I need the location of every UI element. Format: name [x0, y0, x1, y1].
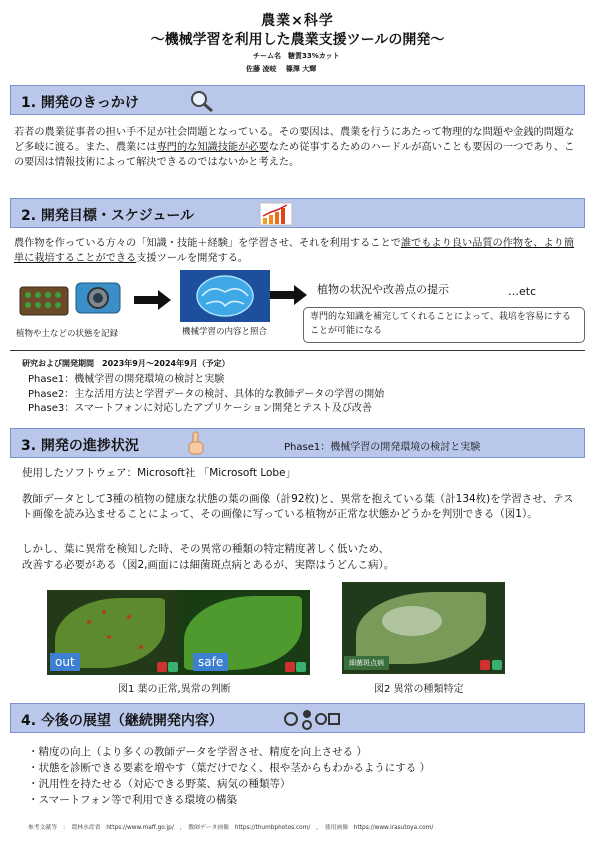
figure-1-screenshot [47, 590, 310, 675]
team-name: チーム名 糖質33%カット [253, 52, 340, 60]
list-item: ・精度の向上（より多くの教師データを学習させ、精度を向上させる ） [28, 746, 368, 758]
phase-item: Phase2：主な活用方法と学習データの検討、具体的な教師データの学習の開始 [28, 388, 385, 400]
result-badge-disease: 細菌斑点病 [344, 656, 389, 670]
reject-icon [480, 660, 490, 670]
phase-item: Phase1：機械学習の開発環境の検討と実験 [28, 374, 225, 385]
result-badge-out: out [50, 653, 80, 671]
figure-2-screenshot [342, 582, 505, 674]
section-2-body [14, 236, 584, 266]
section-2-text-underlined: 誰でもより良い品質の作物を、より簡単に栽培することができる [14, 238, 575, 264]
phase-item: Phase3：スマートフォンに対応したアプリケーション開発とテスト及び改善 [28, 403, 372, 414]
development-period: 研究および開発期間 2023年9月～2024年9月（予定） [22, 359, 230, 368]
section-2-text-a: 農作物を作っている方々の「知識・技能＋経験」を学習させ、それを利用することで [14, 238, 401, 249]
section-2-header [10, 198, 585, 228]
magnifier-icon [189, 89, 215, 113]
pointing-hand-icon [185, 431, 207, 457]
section-1-body [14, 125, 584, 170]
section-1-header [10, 85, 585, 115]
divider [10, 350, 585, 351]
note-box [303, 307, 585, 343]
list-item: ・スマートフォン等で利用できる環境の構築 [28, 794, 237, 806]
section-4-title: 4. 今後の展望（継続開発内容） [21, 713, 223, 729]
arrow-right-icon [270, 285, 308, 305]
accept-icon [168, 662, 178, 672]
flow-result: 植物の状況や改善点の提示 [317, 283, 449, 296]
figure-2-caption: 図2 異常の種類特定 [374, 684, 464, 695]
section-3-header [10, 428, 585, 458]
chart-icon [259, 202, 293, 226]
section-3-phase-label: Phase1：機械学習の開発環境の検討と実験 [284, 442, 481, 453]
soil-tray-camera-illustration [18, 275, 128, 325]
section-3-body-3: 改善する必要がある（図2,画面には細菌斑点病とあるが、実際はうどんこ病）。 [22, 559, 395, 571]
poster-title: 農業×科学 [261, 13, 334, 29]
note-text: 専門的な知識を補完してくれることによって、栽培を容易にすることが可能になる [310, 312, 571, 336]
section-4-header [10, 703, 585, 733]
section-3-body-2: しかし、葉に異常を検知した時、その異常の種類の特定精度著しく低いため、 [22, 543, 390, 555]
gears-network-icon [283, 706, 343, 732]
result-badge-safe: safe [193, 653, 228, 671]
software-used: 使用したソフトウェア：Microsoft社 「Microsoft Lobe」 [22, 467, 297, 479]
section-1-title: 1. 開発のきっかけ [21, 95, 139, 111]
brain-illustration [180, 270, 270, 322]
accept-icon [492, 660, 502, 670]
references: 参考文献等 ： 農林水産省 https://www.maff.go.jp/ ， 教師データ画像 https://thumbphotos.com/ ， 使用画像 https://www.irasutoya.com/ [28, 825, 434, 831]
figure-1-caption: 図1 葉の正常,異常の判断 [118, 684, 231, 695]
section-1-text-a: 若者の農業従事者の担い手不足が社会問題となっている。その要因は、農業を行うにあたって物理的な問題や金銭的問題など多岐に渡る。また、農業には [14, 127, 575, 153]
list-item: ・汎用性を持たせる（対応できる野菜、病気の種類等） [28, 778, 291, 790]
poster-subtitle: ～機械学習を利用した農業支援ツールの開発～ [150, 32, 445, 48]
team-members: 佐藤 凌岐 篠澤 大輝 [246, 65, 317, 73]
section-2-text-b: 支援ツールを開発する。 [136, 253, 249, 264]
arrow-right-icon [134, 290, 172, 310]
flow-label-match: 機械学習の内容と照合 [182, 327, 268, 337]
phase-list [28, 373, 384, 417]
future-plans-list [28, 744, 430, 808]
list-item: ・状態を診断できる要素を増やす（葉だけでなく、根や茎からもわかるようにする ） [28, 762, 431, 774]
section-1-text-underlined: 専門的な知識技能が必要 [156, 142, 269, 153]
section-3-title: 3. 開発の進捗状況 [21, 438, 139, 454]
flow-etc: …etc [508, 285, 537, 298]
reject-icon [285, 662, 295, 672]
flow-label-record: 植物や土などの状態を記録 [16, 329, 119, 339]
accept-icon [296, 662, 306, 672]
section-2-title: 2. 開発目標・スケジュール [21, 208, 195, 224]
section-3-body-1: 教師データとして3種の植物の健康な状態の葉の画像（計92枚)と、異常を抱えている葉（計134枚)を学習させ、テスト画像を読み込ませることによって、その画像に写っている植物が正常な状態かどうかを判別できる（図1）。 [22, 493, 574, 520]
section-1-text-b: なため従事するためのハードルが高いことも要因の一つであり、この要因は情報技術によって解決できるのではないかと考えた。 [14, 142, 575, 168]
reject-icon [157, 662, 167, 672]
